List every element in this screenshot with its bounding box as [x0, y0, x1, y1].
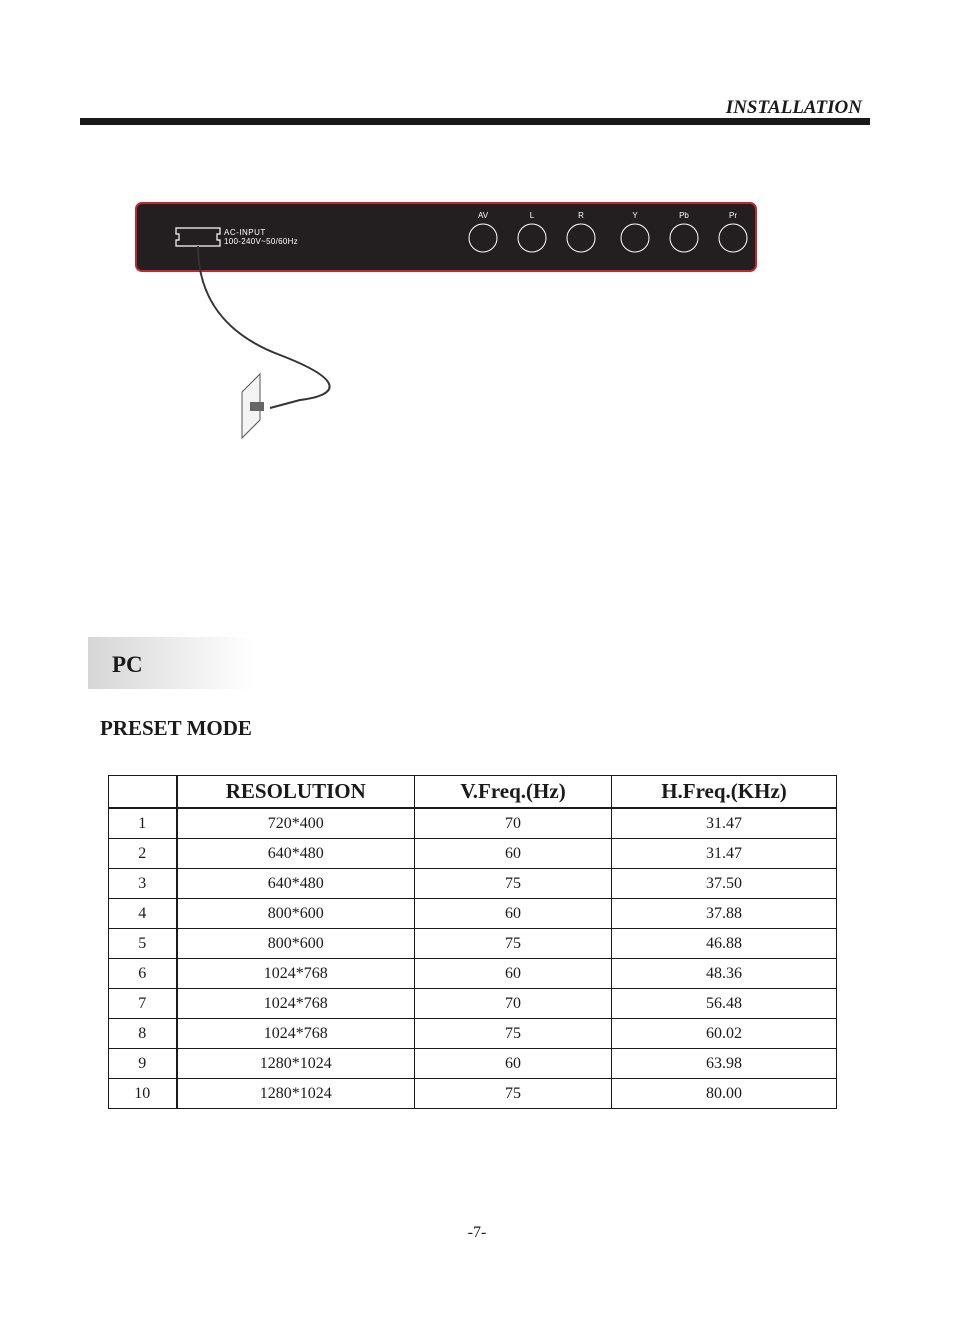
page-number: -7- [467, 1224, 487, 1241]
table-row [109, 1019, 837, 1049]
section-title: PC [112, 652, 143, 677]
column-header-index [109, 776, 177, 809]
cell-resolution: 720*400 [177, 808, 415, 839]
cell-resolution: 1024*768 [177, 989, 415, 1019]
cell-index: 10 [109, 1079, 177, 1109]
jack-label: Y [632, 211, 638, 220]
jack-label: L [529, 211, 535, 220]
table-row [109, 899, 837, 929]
cell-vfreq: 75 [415, 1079, 612, 1109]
table-row [109, 1049, 837, 1079]
jack-label: Pr [729, 211, 737, 220]
cell-vfreq: 60 [415, 839, 612, 869]
cell-hfreq: 60.02 [612, 1019, 837, 1049]
cell-resolution: 1280*1024 [177, 1049, 415, 1079]
cell-resolution: 800*600 [177, 929, 415, 959]
column-header-vfreq: V.Freq.(Hz) [415, 776, 612, 809]
cell-vfreq: 75 [415, 869, 612, 899]
cell-hfreq: 31.47 [612, 839, 837, 869]
rear-panel-connection-diagram [130, 200, 770, 445]
preset-mode-table [108, 775, 837, 1109]
cell-resolution: 640*480 [177, 869, 415, 899]
cell-resolution: 640*480 [177, 839, 415, 869]
cell-index: 5 [109, 929, 177, 959]
cell-hfreq: 63.98 [612, 1049, 837, 1079]
jack-label: R [578, 211, 584, 220]
jack-label: Pb [679, 211, 689, 220]
column-header-resolution: RESOLUTION [177, 776, 415, 809]
cell-hfreq: 37.88 [612, 899, 837, 929]
ac-input-spec: 100-240V~50/60Hz [224, 237, 298, 246]
plug-icon [250, 402, 264, 411]
cell-vfreq: 75 [415, 929, 612, 959]
table-row [109, 839, 837, 869]
ac-input-label: AC-INPUT [224, 228, 266, 237]
cell-hfreq: 31.47 [612, 808, 837, 839]
jack-label: AV [477, 211, 489, 220]
cell-index: 3 [109, 869, 177, 899]
cell-hfreq: 37.50 [612, 869, 837, 899]
table-row [109, 959, 837, 989]
cell-index: 4 [109, 899, 177, 929]
table-header-row [109, 776, 837, 809]
cell-hfreq: 46.88 [612, 929, 837, 959]
table-row [109, 808, 837, 839]
header-rule [80, 118, 870, 125]
table-row [109, 869, 837, 899]
cell-hfreq: 56.48 [612, 989, 837, 1019]
cell-vfreq: 75 [415, 1019, 612, 1049]
cell-vfreq: 70 [415, 989, 612, 1019]
cell-vfreq: 70 [415, 808, 612, 839]
cell-resolution: 1280*1024 [177, 1079, 415, 1109]
cell-vfreq: 60 [415, 1049, 612, 1079]
cell-hfreq: 80.00 [612, 1079, 837, 1109]
cell-vfreq: 60 [415, 959, 612, 989]
cell-resolution: 800*600 [177, 899, 415, 929]
cell-hfreq: 48.36 [612, 959, 837, 989]
table-row [109, 929, 837, 959]
cell-index: 2 [109, 839, 177, 869]
cell-index: 7 [109, 989, 177, 1019]
preset-mode-heading: PRESET MODE [100, 716, 252, 740]
cell-index: 6 [109, 959, 177, 989]
cell-index: 8 [109, 1019, 177, 1049]
column-header-hfreq: H.Freq.(KHz) [612, 776, 837, 809]
page-header-title: INSTALLATION [725, 97, 862, 118]
cell-resolution: 1024*768 [177, 1019, 415, 1049]
table-row [109, 1079, 837, 1109]
cell-index: 1 [109, 808, 177, 839]
table-row [109, 989, 837, 1019]
cell-index: 9 [109, 1049, 177, 1079]
cell-resolution: 1024*768 [177, 959, 415, 989]
cell-vfreq: 60 [415, 899, 612, 929]
